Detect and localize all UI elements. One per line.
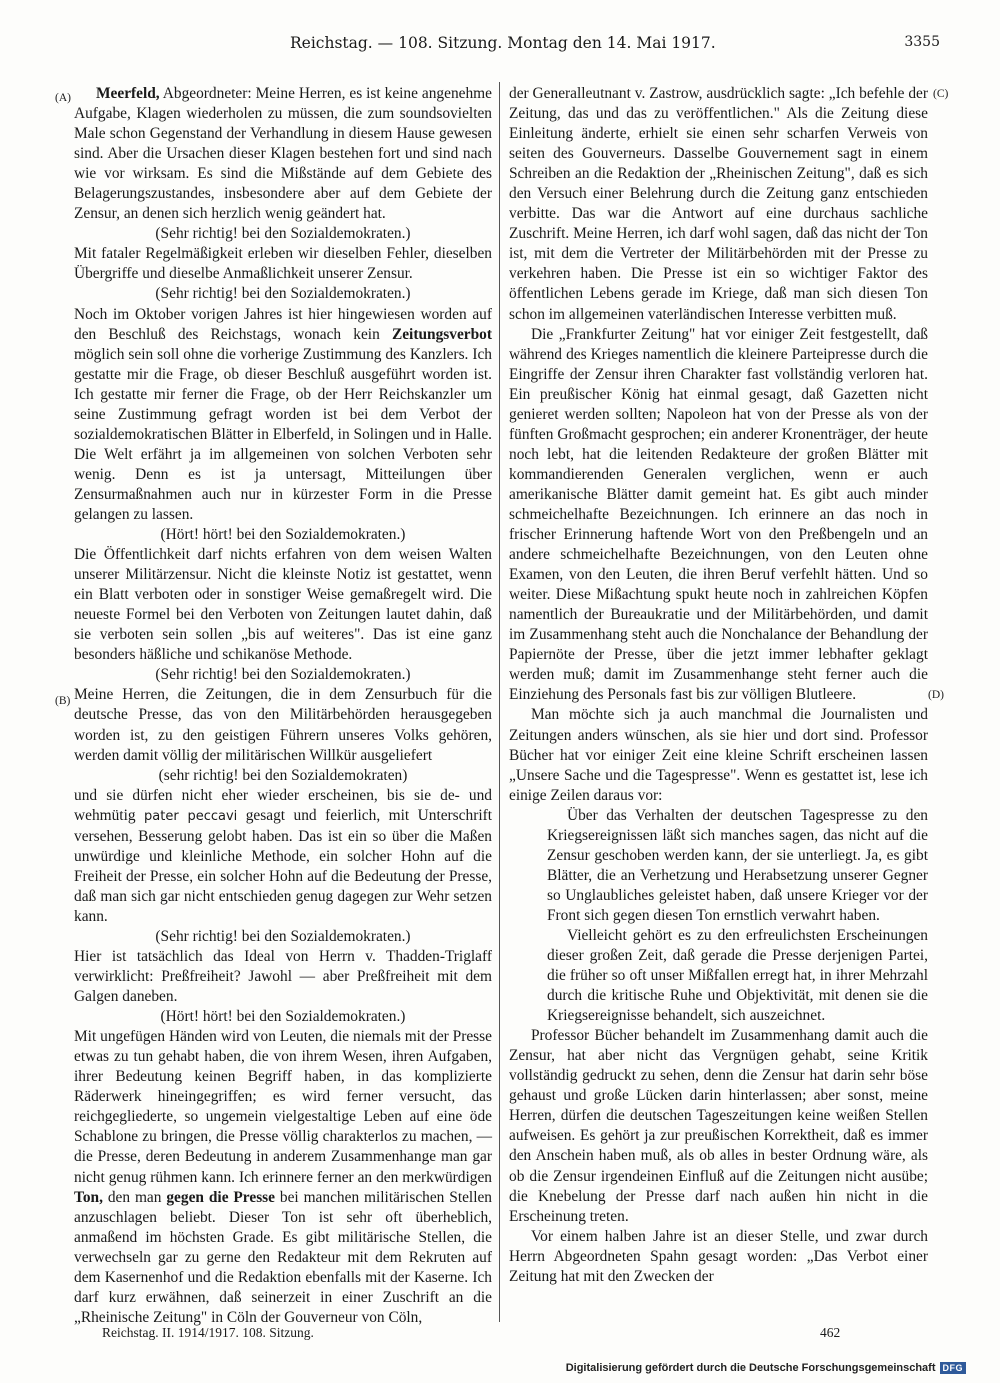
paragraph (74, 685, 492, 765)
bold-text: gegen die Presse (166, 1188, 276, 1206)
text-run: und sie dürfen nicht eher wieder erscheinen, bis sie de- und wehmütig (74, 786, 492, 824)
text-run: (Hört! hört! bei den Sozialdemokraten.) (160, 1008, 406, 1026)
text-run: gesagt und feierlich, mit Unterschrift versehen, Besserung gelobt haben. Das ist ein so über die Maßen unwürdige und kleinliche Methode, ein solcher Hohn auf die Freiheit der Presse, ein solcher Hohn auf die Bedeutung der Presse, daß man sich gar nicht entschieden genug dagegen zur Wehr setzen kann. (74, 806, 492, 925)
bold-text: Zeitungsverbot (391, 325, 492, 343)
margin-mark-a: (A) (55, 92, 71, 104)
digitization-credit (566, 1362, 966, 1374)
footer-issue: Reichstag. II. 1914/1917. 108. Sitzung. (102, 1325, 314, 1340)
margin-mark-b: (B) (55, 695, 71, 707)
text-run: Über das Verhalten der deutschen Tagespresse zu den Kriegsereignissen läßt sich manches sagen, das nicht auf die Zensur geschoben werden kann, der sie unterliegt. Ja, es gibt Blätter, die an Verhetzung und Herabsetzung unserer Gegner so Unglaubliches geleistet haben, daß unsere Krieger vor der Front sich gegen diesen Ton ernstlich verwahrt haben. (547, 806, 928, 924)
paragraph (509, 325, 928, 706)
interjection (74, 927, 492, 947)
text-run: Professor Bücher behandelt im Zusammenhang damit auch die Zensur, hat aber nicht das Vergnügen gehabt, seine Kritik vollständig gedruckt zu sehen, denn die Zensur hat darin sehr böse gehaust und große Lücken darin hinterlassen; aber sonst, meine Herren, dürfen die deutschen Tageszeitungen keine weißen Stellen aufweisen. Es gehört ja zur preußischen Korrektheit, daß es immer den Anschein haben muß, als ob alles in bester Ordnung wäre, als ob die Zensur irgendeinen Einfluß auf die Zeitungen nicht ausübe; die Knebelung der Presse darf nach außen hin nicht in die Erscheinung treten. (509, 1027, 928, 1225)
footer-sheet-number: 462 (820, 1325, 841, 1340)
paragraph (509, 1227, 928, 1287)
text-run: (Hört! hört! bei den Sozialdemokraten.) (160, 526, 406, 544)
paragraph (509, 705, 928, 805)
text-run: der Generalleutnant v. Zastrow, ausdrücklich sagte: „Ich befehle der Zeitung, das und das zu veröffentlichen." Als die Zeitung diese Einleitung änderte, erhielt sie einen sehr scharfen Verweis von seiten des Gouverneurs. Dasselbe Gouvernement sagt in einem Schreiben an die Redaktion der „Rheinischen Zeitung", daß es sich den Versuch einer Belehrung durch die Zeitung ganz entschieden verbitte. Das war die Antwort auf eine durchaus sachliche Zuschrift. Meine Herren, ich darf wohl sagen, daß das nicht der Ton ist, mit dem die Vertreter der Militärbehörden mit der Presse zu verkehren haben. Die Presse ist ein so wichtiger Faktor des öffentlichen Lebens gerade im Kriege, daß man sich diesen Ton schon im allgemeinen vaterländischen Interesse verbitten muß. (509, 85, 928, 323)
interjection (74, 665, 492, 685)
text-run: Man möchte sich ja auch manchmal die Journalisten und Zeitungen anders wünschen, als sie hier und dort sind. Professor Bücher hat vor einiger Zeit eine kleine Schrift erscheinen lassen „Unsere Sache und die Tagespresse". Wenn es gestattet ist, lese ich einige Zeilen daraus vor: (509, 706, 928, 804)
paragraph (547, 806, 928, 926)
paragraph (547, 926, 928, 1026)
interjection (74, 284, 492, 304)
paragraph (74, 244, 492, 284)
paragraph (74, 545, 492, 665)
column-divider (499, 82, 500, 1322)
text-run: (sehr richtig! bei den Sozialdemokraten) (158, 766, 408, 784)
text-run: Noch im Oktober vorigen Jahres ist hier hingewiesen worden auf den Beschluß des Reichstags, wonach kein (74, 305, 492, 343)
latin-text: pater peccavi (144, 808, 238, 824)
interjection (74, 525, 492, 545)
right-column (509, 84, 928, 1287)
interjection (74, 224, 492, 244)
bold-text: Ton, (74, 1188, 103, 1206)
dfg-logo-icon: DFG (940, 1362, 967, 1374)
paragraph (74, 947, 492, 1007)
paragraph (74, 84, 492, 224)
text-run: (Sehr richtig! bei den Sozialdemokraten.) (155, 927, 411, 945)
paragraph (74, 786, 492, 927)
text-run: Mit ungefügen Händen wird von Leuten, die niemals mit der Presse etwas zu tun gehabt haben, die von ihrem Wesen, ihren Aufgaben, ihrer Bedeutung keinen Begriff haben, in das komplizierte Räderwerk hineingegriffen; es wird ferner versucht, das reichgegliederte, so ungemein vielgestaltige Leben auf eine öde Schablone zu bringen, die Presse völlig charakterlos zu machen, — die Presse, deren Bedeutung in anderem Zusammenhange man gar nicht genug rühmen kann. Ich erinnere ferner an den merkwürdigen (74, 1028, 492, 1186)
text-run: Abgeordneter: Meine Herren, es ist keine angenehme Aufgabe, Klagen wiederholen zu müssen, die zum soundsovielten Male schon Gegenstand der Verhandlung in diesem Hause gewesen sind. Aber die Ursachen dieser Klagen bestehen fort und sind nach wie vor wirksam. Es sind die Mißstände auf dem Gebiete des Belagerungszustandes, insbesondere aber auf dem Gebiete der Zensur, an denen sich herzlich wenig geändert hat. (74, 85, 492, 223)
interjection (74, 1007, 492, 1027)
margin-mark-c: (C) (933, 88, 949, 100)
paragraph (509, 84, 928, 325)
bold-text: Meerfeld, (96, 85, 160, 102)
text-run: Die „Frankfurter Zeitung" hat vor einiger Zeit festgestellt, daß während des Krieges namentlich die kleinere Parteipresse durch die Eingriffe der Zensur ihren Charakter fast vollständig verloren hat. Ein preußischer König hat einmal gesagt, daß Gazetten nicht genieret werden sollten; Napoleon hat von der Presse als von der fünften Großmacht gesprochen; ein anderer Kronenträger, der heute noch lebt, hat die leitenden Redakteure der großen Blätter mit kommandierenden Generalen verglichen, wenn er auch amerikanische Blätter damit gemeint hat. Es gibt auch minder schmeichelhafte Bezeichnungen. Ich erinnere an das noch in frischer Erinnerung haftende Wort von den Preßbengeln und an andere schmeichelhafte Bezeichnungen, von den Leuten ohne Examen, von den Leuten, die ihren Beruf verfehlt hätten. Und so weiter. Diese Mißachtung spukt heute noch in zahlreichen Köpfen namentlich der Bureaukratie und der Militärbehörden, und damit im Zusammenhang steht auch die Nonchalance der Behandlung der Papiernöte der Presse, über die jetzt immer lebhafter geklagt werden muß; damit im Zusammenhange steht ferner auch die Einziehung des Personals fast bis zur völligen Blutleere. (509, 325, 928, 704)
text-run: Meine Herren, die Zeitungen, die in dem Zensurbuch für die deutsche Presse, das von den Militärbehörden herausgegeben worden ist, zu den geistigen Führern unseres Volks gehören, werden damit völlig der militärischen Willkür ausgeliefert (74, 686, 492, 764)
text-run: (Sehr richtig! bei den Sozialdemokraten.) (155, 225, 411, 243)
paragraph (509, 1026, 928, 1226)
paragraph (74, 305, 492, 526)
text-run: Die Öffentlichkeit darf nichts erfahren von dem weisen Walten unserer Militärzensur. Nicht die kleinste Notiz ist gestattet, wenn ein Blatt verboten oder in sonstiger Weise gemaßregelt wird. Die neueste Formel bei den Verboten von Zeitungen lautet dahin, daß sie verboten sein sollen „bis auf weiteres". Das ist eine ganz besonders häßliche und schikanöse Methode. (74, 546, 492, 664)
text-run: Hier ist tatsächlich das Ideal von Herrn v. Thadden-Triglaff verwirklicht: Preßfreiheit? Jawohl — aber Preßfreiheit mit dem Galgen daneben. (74, 948, 492, 1006)
page-number: 3355 (904, 34, 940, 50)
page-header (290, 34, 940, 58)
header-title: Reichstag. — 108. Sitzung. Montag den 14. Mai 1917. (290, 34, 716, 52)
text-run: möglich sein soll ohne die vorherige Zustimmung des Kanzlers. Ich gestatte mir die Frage, ob dieser Beschluß ausgeführt worden ist. Ich gestatte mir ferner die Frage, ob der Herr Reichskanzler um seine Zustimmung gefragt worden ist bei dem Verbot der sozialdemokratischen Blätter in Elberfeld, in Solingen und in Halle. Die Welt erfährt ja im allgemeinen von solchen Verboten sehr wenig. Denn es ist ja untersagt, Mitteilungen über Zensurmaßnahmen auch nur in kürzester Form in die Presse gelangen zu lassen. (74, 345, 493, 523)
text-run: (Sehr richtig! bei den Sozialdemokraten.) (155, 285, 411, 303)
left-column (74, 84, 492, 1328)
text-run: Mit fataler Regelmäßigkeit erleben wir dieselben Fehler, dieselben Übergriffe und dieselbe Anmaßlichkeit unserer Zensur. (74, 245, 492, 283)
digitization-text: Digitalisierung gefördert durch die Deutsche Forschungsgemeinschaft (565, 1362, 936, 1374)
text-run: bei manchen militärischen Stellen anzuschlagen beliebt. Dieser Ton ist sehr oft überheblich, anmaßend im höchsten Grade. Es gibt militärische Stellen, die verwechseln gar zu gerne den Redakteur mit dem Rekruten auf dem Kasernenhof und die Redaktion ebenfalls mit der Kaserne. Ich darf kurz erwähnen, daß seinerzeit in einer Zuschrift an die „Rheinische Zeitung" in Cöln der Gouverneur von Cöln, (74, 1188, 493, 1326)
paragraph (74, 1027, 492, 1328)
text-run: (Sehr richtig! bei den Sozialdemokraten.) (155, 666, 411, 684)
text-run: Vielleicht gehört es zu den erfreulichsten Erscheinungen dieser großen Zeit, daß gerade die Presse derjenigen Partei, die früher so oft unser Mißfallen erregt hat, in ihrer Mehrzahl durch die kritische Ruhe und Objektivität, mit denen sie die Kriegsereignisse behandelt, sich auszeichnet. (547, 926, 928, 1025)
interjection (74, 766, 492, 786)
text-run: den man (102, 1188, 167, 1206)
margin-mark-d: (D) (928, 689, 944, 701)
text-run: Vor einem halben Jahre ist an dieser Stelle, und zwar durch Herrn Abgeordneten Spahn gesagt worden: „Das Verbot einer Zeitung hat mit den Zwecken der (509, 1227, 928, 1285)
